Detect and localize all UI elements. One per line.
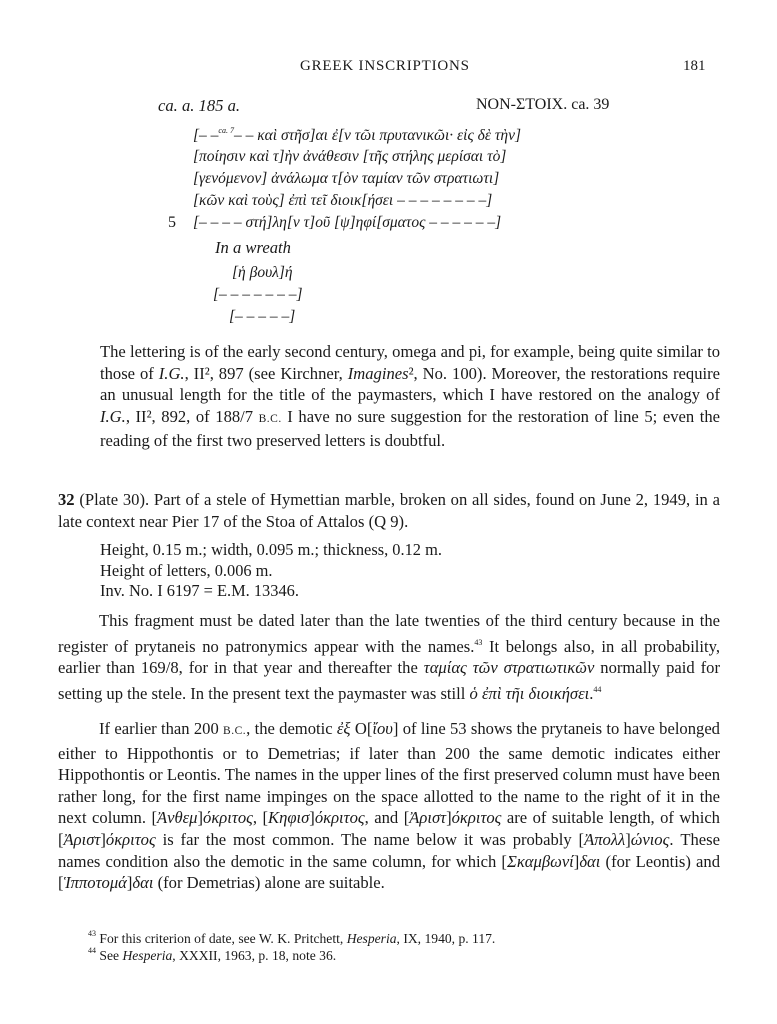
entry-32-description: (Plate 30). Part of a stele of Hymettian marble, broken on all sides, found on June 2, 1949, in a late context near Pier 17 of the Stoa of Attalos (Q 9). bbox=[58, 490, 721, 531]
measurement-letter-height: Height of letters, 0.006 m. bbox=[100, 560, 273, 580]
inscription-line-2: [ποίησιν καὶ τ]ὴν ἀνάθεσιν [τῆς στήλης μερίσαι τὸ] bbox=[193, 148, 507, 165]
measurement-inventory: Inv. No. I 6197 = E.M. 13346. bbox=[100, 581, 299, 601]
line-number: 5 bbox=[168, 214, 176, 231]
inscription-line-4: [κῶν καὶ τοὺς] ἐπὶ τεῖ διοικ[ήσει – – – – – – – –] bbox=[193, 192, 493, 209]
page-number: 181 bbox=[683, 58, 706, 74]
wreath-line-1: [ἡ βουλ]ή bbox=[232, 264, 293, 281]
measurement-dimensions: Height, 0.15 m.; width, 0.095 m.; thickness, 0.12 m. bbox=[100, 540, 442, 559]
entry-32-intro bbox=[58, 489, 720, 532]
inscription-date: ca. a. 185 a. bbox=[158, 96, 241, 115]
inscription-line-1: [– –$^{ca. 7}$– – καὶ στῆσ]αι ἐ[ν τῶι πρυτανικῶι· εἰς δὲ τὴν] bbox=[193, 126, 521, 144]
entry-32-para-2: If earlier than 200 B.C., the demotic ἐξ Ο[ἴου] of line 53 shows the prytaneis to have belonged either to Hippothontis or to Demetrias; if later than 200 the same demotic indicates either Hippothontis or Leontis. The names in the upper lines of the first preserved column must have been rather long, for the first name impinges on the space allotted to the name to the right of it in the next column. [Ἀνθεμ]όκριτος, [Κηφισ]όκριτος, and [Ἀριστ]όκριτος are of suitable length, of which [Ἀριστ]όκριτος is far the most common. The name below it was probably [Ἀπολλ]ώνιος. These names condition also the demotic in the same column, for which [Σκαμβωνί]δαι (for Leontis) and [Ἱπποτομά]δαι (for Demetrias) alone are suitable. bbox=[58, 719, 720, 893]
measurements bbox=[100, 540, 442, 602]
commentary-31: The lettering is of the early second century, omega and pi, for example, being quite similar to those of I.G., II², 897 (see Kirchner, Imagines², No. 100). Moreover, the restorations require an unusual length for the title of the paymasters, which I have restored on the analogy of I.G., II², 892, of 188/7 B.C. I have no sure suggestion for the restoration of line 5; even the reading of the first two preserved letters is doubtful. bbox=[100, 342, 720, 451]
inscription-layout: NON-ΣTOIX. ca. 39 bbox=[476, 96, 610, 113]
wreath-line-3: [– – – – –] bbox=[229, 308, 296, 325]
inscription-line-5: [– – – – στή]λη[ν τ]οῦ [ψ]ηφί[σματος – – – – – –] bbox=[193, 214, 502, 231]
running-header bbox=[0, 58, 777, 80]
inscription-line-3: [γενόμενον] ἀνάλωμα τ[ὸν ταμίαν τῶν στρατιωτι] bbox=[193, 170, 500, 187]
footnote-44: $^{44}$ See Hesperia, XXXII, 1963, p. 18, note 36. bbox=[88, 946, 337, 963]
running-head: GREEK INSCRIPTIONS bbox=[300, 58, 470, 74]
wreath-line-2: [– – – – – – –] bbox=[213, 286, 303, 303]
wreath-caption: In a wreath bbox=[215, 238, 291, 257]
entry-number: 32 bbox=[58, 490, 75, 509]
footnote-43: $^{43}$ For this criterion of date, see W. K. Pritchett, Hesperia, IX, 1940, p. 117. bbox=[88, 929, 496, 946]
entry-32-para-1: This fragment must be dated later than the late twenties of the third century because in the register of prytaneis no patronymics appear with the names.$^{43}$ It belongs also, in all probability, earlier than 169/8, for in that year and thereafter the ταμίας τῶν στρατιωτικῶν normally paid for setting up the stele. In the present text the paymaster was still ὁ ἐπὶ τῆι διοικήσει.$^{44}$ bbox=[58, 611, 720, 703]
